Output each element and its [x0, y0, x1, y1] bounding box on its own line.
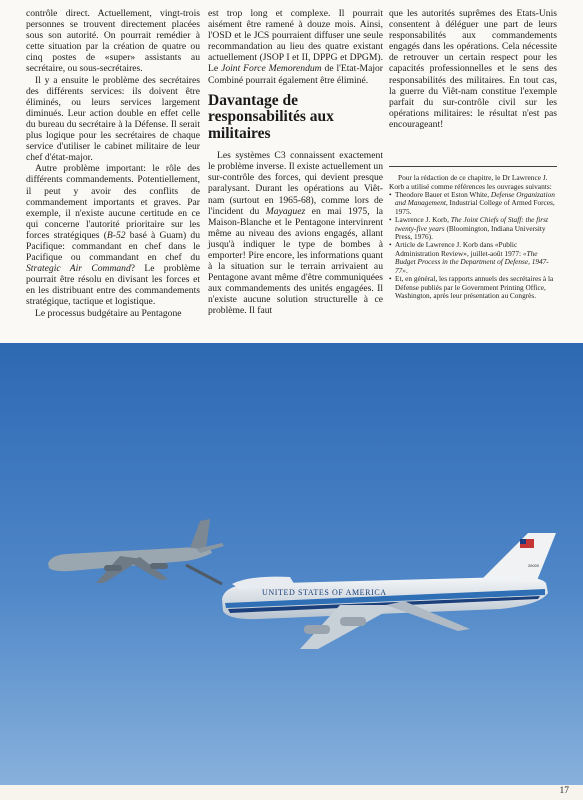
text-run: Theodore Bauer et Eston White, [395, 190, 491, 200]
reference-item [389, 216, 557, 241]
text-run: Et, en général, les rapports annuels des secrétaires à la Défense publiés par le Government Printing Office, Washington, après leur présentation au Congrès. [395, 274, 554, 300]
italic-run: The Joint Chiefs of Staff: the first twenty-five years [395, 215, 549, 233]
italic-run: Strategic Air Command [26, 263, 131, 275]
italic-run: Mayaguez [265, 205, 306, 217]
bullet-icon: • [389, 274, 392, 284]
paragraph [208, 8, 383, 86]
text-run: . [405, 265, 408, 275]
paragraph: que les autorités suprêmes des Etats-Unis consentent à déléguer une part de leurs responsabilités aux commandements engagés dans les opérations. Cela nécessite de retrouver un certain respect pour les capacités professionnelles et le sens des responsabilités des militaires. En tout cas, la guerre du Viêt-nam constitue l'exemple parfait du sur-contrôle civil sur les opérations militaires: le résultat n'est pas encourageant! [389, 8, 557, 130]
page-number: 17 [559, 786, 569, 796]
italic-run: Joint Force Memorendum [221, 63, 322, 75]
bullet-icon: • [389, 215, 392, 225]
text-column-right [389, 8, 557, 300]
text-run: (Bloomington, Indiana University Press, 1976). [395, 223, 546, 242]
divider [389, 166, 557, 167]
references-intro: Pour la rédaction de ce chapitre, le Dr Lawrence J. Korb a utilisé comme références les ouvrages suivants: [389, 173, 552, 191]
text-run: de l'Etat-Major Combiné pourrait également être éliminé. [208, 63, 383, 86]
fuselage-lettering: UNITED STATES OF AMERICA [262, 588, 387, 597]
section-heading: Davantage de responsabilités aux militaires [208, 91, 334, 142]
reference-item [389, 191, 557, 216]
italic-run: «The Budget Process in the Department of Defense, 1947-77» [395, 248, 549, 275]
bullet-icon: • [389, 240, 392, 250]
text-run: Autre problème important: le rôle des différents commandements. Potentiellement, il peut y avoir des conflits de commandement importants et graves. Par exemple, il n'existe aucune certitude en ce qui concerne l'autorité prioritaire sur les forces stratégiques ( [26, 163, 200, 241]
text-run: en mai 1975, la Maison-Blanche et le Pentagone intervinrent même au niveau des avions engagés, allant jusqu'à indiquer le type de bombes à emporter! Pire encore, les informations quant à la situation sur le terrain arrivaient au Pentagone avant même d'être communiquées aux commandements des unités engagées. Il n'existe aucune solution structurelle à ce problème. Il faut [208, 205, 383, 317]
paragraph: Le processus budgétaire au Pentagone [35, 307, 182, 319]
text-run: Article de Lawrence J. Korb dans «Public Administration Review», juillet-août 1977: [395, 240, 523, 258]
reference-item [389, 241, 557, 275]
page-margin [0, 785, 583, 800]
text-run: basé à Guam) du Pacifique: commandant en chef dans le Pacifique ou commandant en chef du [26, 229, 200, 264]
paragraph [26, 163, 200, 307]
text-run: est trop long et complexe. Il pourrait aisément être ramené à douze mois. Ainsi, l'OSD et le JCS pourraient diffuser une seule recommandation au lieu des quatre existant actuellement (JSOP I et II, DPPG et DPGM). Le [208, 8, 383, 75]
aerial-refueling-photo [0, 343, 583, 785]
reference-item [389, 275, 557, 300]
italic-run: B-52 [106, 229, 126, 241]
paragraph: contrôle direct. Actuellement, vingt-trois personnes se trouvent directement placées sous son autorité. On pourrait remédier à cette situation par la création de quatre ou cinq postes de «super» assistants au secrétaire, ou sous-secrétaires. [26, 8, 200, 75]
paragraph [208, 150, 383, 316]
tail-number: 26000 [528, 563, 540, 568]
text-run: Les systèmes C3 connaissent exactement le problème inverse. Il existe actuellement un sur-contrôle des forces, qui devient presque paralysant. Durant les opérations au Viêt-nam (surtout en 1965-68), comme lors de l'incident du [208, 150, 383, 217]
text-run: , Industrial College of Armed Forces, 1975. [395, 198, 555, 216]
references-list [389, 191, 557, 300]
italic-run: Defense Organization and Management [395, 190, 555, 208]
paragraph: Il y a ensuite le problème des secrétaires des différents services: ils doivent être éliminés, ou leurs services largement diminués. Leur action double en effet celle du bureau du secrétaire à la Défense. Il serait plus logique pour les secrétaires de chaque service d'utiliser le cabinet militaire de leur chef d'état-major. [26, 74, 200, 164]
text-column-middle [208, 8, 383, 317]
text-run: Lawrence J. Korb, [395, 215, 451, 225]
bullet-icon: • [389, 190, 392, 200]
text-column-left [26, 8, 200, 319]
text-run: ? Le problème pourrait être résolu en divisant les forces et en les distribuant entre des commandements stratégique, tactique et logistique. [26, 263, 200, 308]
